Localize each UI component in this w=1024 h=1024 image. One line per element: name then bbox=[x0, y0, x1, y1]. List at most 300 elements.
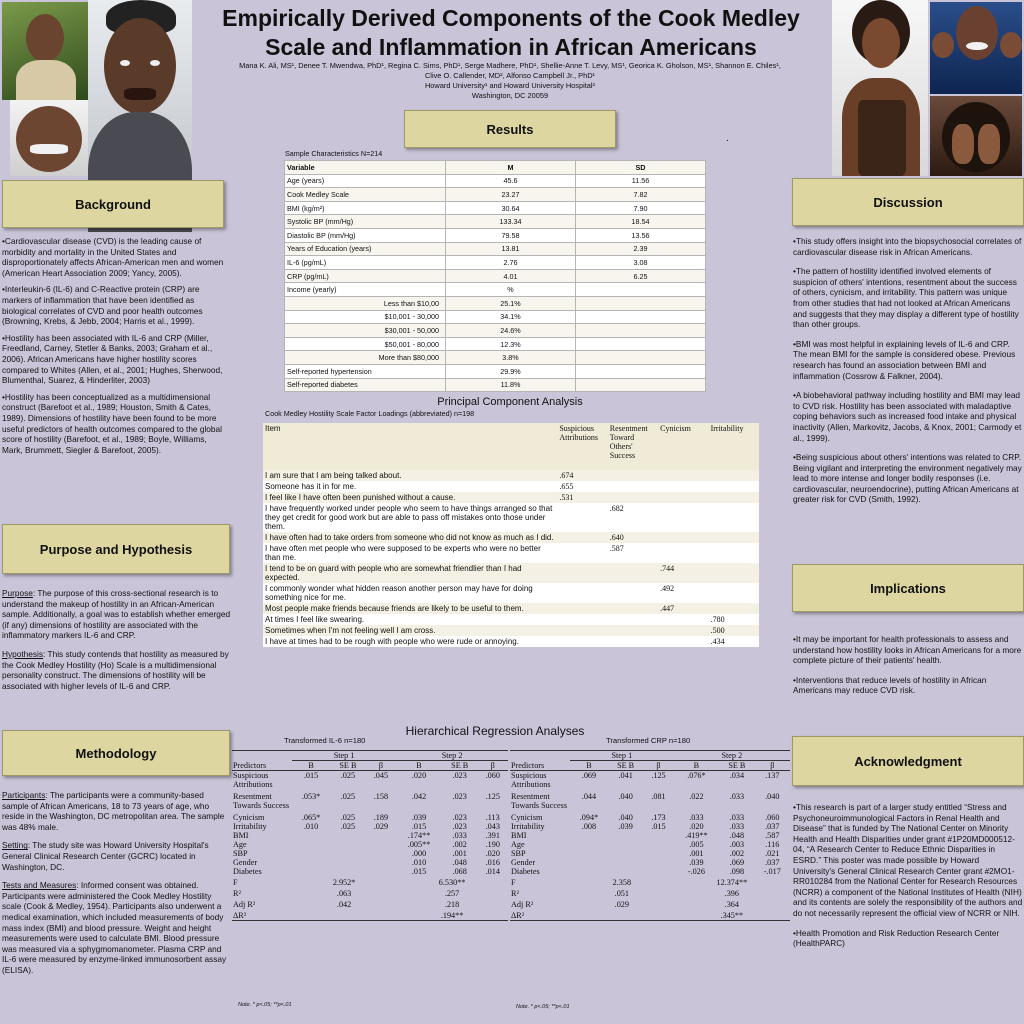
table-row bbox=[263, 543, 759, 563]
table-cell: .020 bbox=[485, 849, 500, 858]
predictor-label: Suspicious Attributions bbox=[511, 771, 551, 789]
table-cell: 7.82 bbox=[576, 188, 706, 202]
stat-row bbox=[510, 898, 790, 909]
table-row bbox=[263, 583, 759, 603]
purpose-label: Purpose bbox=[2, 588, 33, 598]
stat-row bbox=[232, 876, 508, 887]
row-label: $10,001 - 30,000 bbox=[285, 310, 446, 324]
il6-regression-table bbox=[232, 750, 508, 921]
stat-step-2: 12.374** bbox=[716, 878, 748, 887]
table-cell bbox=[576, 337, 706, 351]
table-cell: .053* bbox=[301, 792, 321, 801]
table-cell: .015 bbox=[411, 867, 427, 876]
table-cell bbox=[292, 831, 330, 840]
table-cell: .015 bbox=[651, 822, 666, 831]
table-cell: -.017 bbox=[763, 867, 781, 876]
table-header-row bbox=[232, 761, 508, 771]
authors-line-2: Clive O. Callender, MD², Alfonso Campbell Jr., PhD¹ bbox=[424, 71, 596, 80]
step-row bbox=[232, 751, 508, 761]
stat-step-1: .042 bbox=[336, 900, 352, 909]
table-cell: .023 bbox=[452, 771, 467, 780]
table-cell: .068 bbox=[452, 867, 467, 876]
table-cell bbox=[643, 849, 673, 858]
stray-dot: . bbox=[726, 133, 729, 144]
table-row bbox=[285, 310, 706, 324]
stat-step-2: .257 bbox=[444, 889, 460, 898]
table-row bbox=[285, 378, 706, 392]
step-1-label: Step 1 bbox=[570, 751, 674, 761]
table-cell bbox=[330, 858, 366, 867]
step-1-label: Step 1 bbox=[292, 751, 396, 761]
table-cell: 6.25 bbox=[576, 269, 706, 283]
table-cell bbox=[330, 840, 366, 849]
row-label: CRP (pg/mL) bbox=[285, 269, 446, 283]
table-cell: .033 bbox=[452, 831, 467, 840]
stat-step-1: 2.358 bbox=[612, 878, 632, 887]
methodology-header: Methodology bbox=[2, 730, 230, 776]
table-cell: .005 bbox=[689, 840, 704, 849]
implications-header: Implications bbox=[792, 564, 1024, 612]
woman-covering-face-photo bbox=[930, 96, 1022, 176]
table-header-row bbox=[510, 761, 790, 771]
table-cell bbox=[643, 858, 673, 867]
predictor-label: BMI bbox=[511, 831, 527, 840]
table-cell: 23.27 bbox=[446, 188, 576, 202]
table-cell: .076* bbox=[687, 771, 706, 780]
table-cell bbox=[570, 849, 608, 858]
predictor-label: Gender bbox=[233, 858, 258, 867]
row-label: Age (years) bbox=[285, 174, 446, 188]
table-cell: .023 bbox=[452, 792, 467, 801]
item-text: I commonly wonder what hidden reason another person may have for doing something nice for me. bbox=[263, 583, 557, 603]
table-row bbox=[232, 867, 508, 876]
table-row bbox=[232, 822, 508, 831]
column-header: Suspicious Attributions bbox=[557, 423, 607, 470]
table-cell bbox=[608, 849, 643, 858]
il6-caption: Transformed IL-6 n=180 bbox=[284, 736, 366, 745]
table-cell: .042 bbox=[411, 792, 427, 801]
background-header: Background bbox=[2, 180, 224, 228]
table-cell: .029 bbox=[373, 822, 389, 831]
table-cell: .391 bbox=[485, 831, 500, 840]
discussion-paragraph: •BMI was most helpful in explaining levels of IL-6 and CRP. The mean BMI for the sample is considered obese. Previous research has found an association between BMI and inflammation (Cossrow & Falkner, 2004). bbox=[793, 338, 1016, 381]
table-cell: .010 bbox=[411, 858, 427, 867]
stat-step-1 bbox=[570, 909, 674, 921]
table-cell: .039 bbox=[618, 822, 633, 831]
loading-value bbox=[709, 583, 759, 603]
loading-value bbox=[557, 614, 607, 625]
row-label: $30,001 - 50,000 bbox=[285, 324, 446, 338]
implications-paragraph: •Interventions that reduce levels of hostility in African Americans may reduce CVD risk. bbox=[793, 674, 987, 696]
predictor-label: Suspicious Attributions bbox=[233, 771, 273, 789]
table-cell: .001 bbox=[452, 849, 467, 858]
predictor-label: Resentment Towards Success bbox=[233, 792, 290, 810]
loading-value bbox=[608, 492, 658, 503]
grimacing-child-photo bbox=[10, 100, 88, 176]
item-text: I have at times had to be rough with people who were rude or annoying. bbox=[263, 636, 557, 647]
table-cell: 24.6% bbox=[446, 324, 576, 338]
discussion-paragraph: •The pattern of hostility identified involved elements of suspicion of others' intentions, resentment about the success of others, cynicism, and irritability. This pattern was unique from other studies that had not looked at African Americans and suggests that they may display a different type of hostility than other groups. bbox=[793, 266, 1019, 330]
table-cell bbox=[608, 858, 643, 867]
table-row bbox=[510, 822, 790, 831]
table-cell: .060 bbox=[485, 771, 500, 780]
table-cell: .033 bbox=[689, 813, 704, 822]
column-header: β bbox=[755, 761, 790, 771]
table-cell: .005** bbox=[407, 840, 431, 849]
table-row bbox=[285, 269, 706, 283]
stat-row bbox=[510, 887, 790, 898]
crp-caption: Transformed CRP n=180 bbox=[606, 736, 691, 745]
loading-value bbox=[608, 614, 658, 625]
table-row bbox=[285, 188, 706, 202]
table-cell: .015 bbox=[411, 822, 427, 831]
sample-caption: Sample Characteristics N=214 bbox=[285, 149, 383, 158]
column-header: Predictors bbox=[510, 761, 570, 771]
table-cell bbox=[576, 364, 706, 378]
table-cell bbox=[576, 351, 706, 365]
table-cell: .037 bbox=[765, 822, 780, 831]
loading-value bbox=[658, 543, 708, 563]
table-row bbox=[285, 201, 706, 215]
stat-row bbox=[232, 909, 508, 921]
table-cell bbox=[570, 867, 608, 876]
table-cell: .025 bbox=[340, 822, 356, 831]
table-cell: 2.39 bbox=[576, 242, 706, 256]
table-row bbox=[510, 831, 790, 840]
stat-label: ΔR² bbox=[510, 909, 570, 921]
loading-value bbox=[608, 636, 658, 647]
table-row bbox=[263, 563, 759, 583]
predictor-label: Cynicism bbox=[233, 813, 265, 822]
sample-characteristics-table bbox=[284, 160, 706, 392]
table-cell: .069 bbox=[729, 858, 745, 867]
acknowledgment-paragraph: •This research is part of a larger study entitled “Stress and Psychoneuroimmunological Factors in Renal Health and Disease” that is funded by The National Center on Minority Health and Health Disparities under grant #1P20MD000512-04, “A Research Center to Reduce Ethnic Disparities in ESRD.” This poster was made possible by Howard University's General Clinical Research Center grant #2MO1-RR010284 from the National Center for Research Resources (NCRR) a component of the National Institutes of Health (NIH) and its contents are solely the responsibility of the authors and do not necessarily represent the official view of NCRR or NIH. bbox=[793, 802, 1023, 918]
column-header: Cynicism bbox=[658, 423, 708, 470]
stat-step-1: .029 bbox=[614, 900, 629, 909]
woman-photo bbox=[2, 2, 88, 100]
row-label: $50,001 - 80,000 bbox=[285, 337, 446, 351]
loading-value bbox=[709, 532, 759, 543]
item-text: I am sure that I am being talked about. bbox=[263, 470, 557, 481]
table-cell: .023 bbox=[452, 822, 467, 831]
loading-value: .674 bbox=[557, 470, 607, 481]
predictor-label: BMI bbox=[233, 831, 249, 840]
predictor-label: Irritability bbox=[511, 822, 545, 831]
factor-loadings-table bbox=[263, 423, 759, 647]
background-paragraph: •Cardiovascular disease (CVD) is the leading cause of morbidity and mortality in the United States and disproportionately affects African-American men and women (American Heart Association 2009; Yancy, 2005). bbox=[2, 236, 224, 278]
item-text: I have frequently worked under people who seem to have things arranged so that they get credit for good work but are able to pass off mistakes onto those under them. bbox=[263, 503, 557, 532]
table-row bbox=[263, 503, 759, 532]
loading-value bbox=[658, 532, 708, 543]
loading-value bbox=[709, 492, 759, 503]
table-cell: .043 bbox=[485, 822, 500, 831]
column-header: β bbox=[477, 761, 508, 771]
column-header: Item bbox=[263, 423, 557, 470]
table-cell: 12.3% bbox=[446, 337, 576, 351]
table-row bbox=[285, 228, 706, 242]
table-header-row bbox=[285, 161, 706, 175]
table-cell bbox=[570, 858, 608, 867]
stat-step-1: .063 bbox=[336, 889, 352, 898]
stat-step-2: .396 bbox=[724, 889, 739, 898]
table-cell: .023 bbox=[452, 813, 467, 822]
loading-value: .434 bbox=[709, 636, 759, 647]
loading-value bbox=[608, 603, 658, 614]
loading-value bbox=[608, 470, 658, 481]
loading-value bbox=[658, 503, 708, 532]
methodology-text bbox=[2, 790, 228, 982]
table-cell: .040 bbox=[618, 792, 633, 801]
table-cell: .173 bbox=[651, 813, 666, 822]
results-header: Results bbox=[404, 110, 616, 148]
loading-value bbox=[557, 603, 607, 614]
table-cell bbox=[570, 831, 608, 840]
table-row bbox=[510, 792, 790, 813]
table-cell bbox=[366, 858, 396, 867]
loading-value bbox=[709, 503, 759, 532]
setting-label: Setting bbox=[2, 840, 28, 851]
hypothesis-body: : This study contends that hostility as measured by the Cook Medley Hostility (Ho) Scale is a multidimensional personality construct. The dimensions of hostility will be associated with higher levels of IL-6 and CRP. bbox=[2, 648, 229, 691]
table-row bbox=[285, 174, 706, 188]
spacer-cell bbox=[232, 751, 292, 761]
crp-regression-table bbox=[510, 750, 790, 921]
stat-step-2: .345** bbox=[674, 909, 790, 921]
table-cell: 18.54 bbox=[576, 215, 706, 229]
discussion-paragraph: •A biobehavioral pathway including hostility and BMI may lead to CVD risk. Hostility has been associated with maladaptive coping behaviors such as increased food intake and physical inactivity (Allen, Markovitz, Jacobs, & Knox, 2001; Carmody et al., 1999). bbox=[793, 390, 1022, 443]
column-header: Variable bbox=[285, 161, 446, 175]
table-cell: .033 bbox=[729, 822, 745, 831]
table-row bbox=[263, 614, 759, 625]
table-row bbox=[232, 792, 508, 813]
table-cell: .039 bbox=[689, 858, 704, 867]
tests-body: : Informed consent was obtained. Participants were administered the Cook Medley Hostility scale (Cook & Medley, 1954). Participants also underwent a medical examination, which included measurements of body mass index (BMI) and blood pressure. Weight and height measurements were used to calculate BMI. Blood pressure was measured via a sphygmomanometer. Plasma CRP and IL-6 were measured by enzyme-linked immunosorbent assay (ELISA). bbox=[2, 880, 227, 975]
stat-label: F bbox=[233, 878, 238, 887]
purpose-paragraph bbox=[2, 588, 232, 641]
poster-title: Empirically Derived Components of the Cook Medley Scale and Inflammation in African Americans bbox=[222, 5, 800, 60]
hypothesis-label: Hypothesis bbox=[2, 648, 44, 659]
loading-value: .744 bbox=[658, 563, 708, 583]
table-row bbox=[232, 858, 508, 867]
table-cell: .125 bbox=[651, 771, 666, 780]
table-cell: .587 bbox=[765, 831, 780, 840]
il6-note: Note. * p<.05; **p<.01 bbox=[238, 1002, 292, 1008]
participants-paragraph bbox=[2, 790, 228, 832]
row-label: Systolic BP (mm/Hg) bbox=[285, 215, 446, 229]
table-cell: 79.58 bbox=[446, 228, 576, 242]
stat-label: ΔR² bbox=[232, 909, 292, 921]
table-cell: .094* bbox=[579, 813, 599, 822]
table-cell: .020 bbox=[689, 822, 704, 831]
table-cell: 13.81 bbox=[446, 242, 576, 256]
discussion-paragraph: •This study offers insight into the biopsychosocial correlates of cardiovascular disease risk in African Americans. bbox=[793, 236, 1022, 257]
predictor-label: Diabetes bbox=[233, 867, 262, 876]
row-label: Years of Education (years) bbox=[285, 242, 446, 256]
acknowledgment-header: Acknowledgment bbox=[792, 736, 1024, 786]
loading-value bbox=[557, 625, 607, 636]
table-cell: .014 bbox=[485, 867, 500, 876]
item-text: Most people make friends because friends are likely to be useful to them. bbox=[263, 603, 557, 614]
item-text: Someone has it in for me. bbox=[263, 481, 557, 492]
setting-body: : The study site was Howard University Hospital's General Clinical Research Center (GCRC) located in Washington, DC. bbox=[2, 840, 209, 872]
loading-value bbox=[709, 543, 759, 563]
loading-value bbox=[709, 481, 759, 492]
loading-value bbox=[709, 603, 759, 614]
table-row bbox=[263, 625, 759, 636]
loading-value: .640 bbox=[608, 532, 658, 543]
predictor-label: Age bbox=[233, 840, 247, 849]
item-text: I have often met people who were supposed to be experts who were no better than me. bbox=[263, 543, 557, 563]
column-header: SE B bbox=[330, 761, 366, 771]
woman-standing-photo bbox=[832, 0, 928, 176]
table-cell: 133.34 bbox=[446, 215, 576, 229]
table-cell: .081 bbox=[651, 792, 666, 801]
loading-value bbox=[658, 625, 708, 636]
table-row bbox=[232, 840, 508, 849]
column-header: SE B bbox=[719, 761, 754, 771]
row-label: BMI (kg/m²) bbox=[285, 201, 446, 215]
item-text: I have often had to take orders from someone who did not know as much as I did. bbox=[263, 532, 557, 543]
table-cell: .003 bbox=[729, 840, 745, 849]
background-paragraph: •Interleukin-6 (IL-6) and C-Reactive protein (CRP) are markers of inflammation that have been identified as biological correlates of CVD and poor health outcomes (Browning, Krebs, & Jebb, 2004; Harris et al., 1999). bbox=[2, 284, 203, 327]
table-cell: % bbox=[446, 283, 576, 297]
tests-paragraph bbox=[2, 880, 228, 975]
column-header: B bbox=[570, 761, 608, 771]
row-label: Self-reported hypertension bbox=[285, 364, 446, 378]
table-cell: .158 bbox=[373, 792, 389, 801]
loading-value: .531 bbox=[557, 492, 607, 503]
affiliation: Howard University¹ and Howard University Hospital² bbox=[424, 81, 596, 90]
table-cell: .137 bbox=[765, 771, 780, 780]
table-row bbox=[263, 492, 759, 503]
item-text: Sometimes when I'm not feeling well I am cross. bbox=[263, 625, 557, 636]
stat-step-1: .051 bbox=[614, 889, 629, 898]
table-cell: 34.1% bbox=[446, 310, 576, 324]
row-label: Self-reported diabetes bbox=[285, 378, 446, 392]
table-cell bbox=[576, 283, 706, 297]
loading-value bbox=[658, 481, 708, 492]
table-cell: .041 bbox=[618, 771, 633, 780]
table-row bbox=[510, 858, 790, 867]
row-label: Cook Medley Scale bbox=[285, 188, 446, 202]
table-row bbox=[285, 351, 706, 365]
table-cell: .113 bbox=[485, 813, 500, 822]
step-2-label: Step 2 bbox=[396, 751, 508, 761]
predictor-label: Age bbox=[511, 840, 525, 849]
column-header: β bbox=[366, 761, 396, 771]
table-cell: .008 bbox=[581, 822, 597, 831]
table-row bbox=[263, 481, 759, 492]
table-cell: .010 bbox=[303, 822, 319, 831]
stat-step-2: .364 bbox=[724, 900, 739, 909]
table-row bbox=[285, 283, 706, 297]
crp-note: Note. * p<.05; **p<.01 bbox=[516, 1004, 570, 1010]
table-cell: 2.76 bbox=[446, 256, 576, 270]
stat-step-1: 2.952* bbox=[332, 878, 356, 887]
column-header: SE B bbox=[608, 761, 643, 771]
hra-title: Hierarchical Regression Analyses bbox=[405, 724, 585, 738]
table-row bbox=[285, 242, 706, 256]
column-header: B bbox=[674, 761, 720, 771]
column-header: B bbox=[396, 761, 442, 771]
table-row bbox=[285, 324, 706, 338]
table-cell: .015 bbox=[303, 771, 319, 780]
table-row bbox=[232, 831, 508, 840]
column-header: β bbox=[643, 761, 673, 771]
row-label: Less than $10,00 bbox=[285, 296, 446, 310]
table-row bbox=[232, 849, 508, 858]
table-row bbox=[263, 603, 759, 614]
table-row bbox=[285, 296, 706, 310]
table-cell bbox=[292, 858, 330, 867]
table-cell bbox=[643, 867, 673, 876]
spacer-cell bbox=[510, 751, 570, 761]
acknowledgment-text bbox=[793, 802, 1023, 955]
table-cell: .034 bbox=[729, 771, 745, 780]
loading-value bbox=[658, 492, 708, 503]
table-cell: .125 bbox=[485, 792, 500, 801]
loading-value: .500 bbox=[709, 625, 759, 636]
location: Washington, DC 20059 bbox=[471, 91, 549, 100]
table-cell: .069 bbox=[581, 771, 597, 780]
table-cell: -.026 bbox=[687, 867, 705, 876]
loading-value bbox=[557, 532, 607, 543]
table-cell bbox=[608, 867, 643, 876]
loading-value bbox=[557, 503, 607, 532]
pca-title: Principal Component Analysis bbox=[437, 396, 583, 408]
predictor-label: Irritability bbox=[233, 822, 267, 831]
table-cell: .040 bbox=[765, 792, 780, 801]
column-header: Resentment Toward Others' Success bbox=[608, 423, 658, 470]
table-cell: 4.01 bbox=[446, 269, 576, 283]
predictor-label: SBP bbox=[511, 849, 526, 858]
table-header-row bbox=[263, 423, 759, 470]
table-cell bbox=[576, 310, 706, 324]
table-cell: 29.9% bbox=[446, 364, 576, 378]
table-cell: .025 bbox=[340, 813, 356, 822]
loading-value bbox=[658, 470, 708, 481]
acknowledgment-paragraph: •Health Promotion and Risk Reduction Research Center (HealthPARC) bbox=[793, 927, 1000, 949]
table-row bbox=[232, 771, 508, 793]
table-cell: .048 bbox=[729, 831, 745, 840]
table-cell: .189 bbox=[373, 813, 389, 822]
stat-step-2: .194** bbox=[396, 909, 508, 921]
table-cell bbox=[576, 378, 706, 392]
table-cell: 3.8% bbox=[446, 351, 576, 365]
table-cell: 25.1% bbox=[446, 296, 576, 310]
predictor-label: Resentment Towards Success bbox=[511, 792, 568, 810]
table-cell: .060 bbox=[765, 813, 780, 822]
table-row bbox=[285, 364, 706, 378]
table-cell: 7.90 bbox=[576, 201, 706, 215]
stat-label: R² bbox=[233, 889, 241, 898]
table-cell: .022 bbox=[689, 792, 704, 801]
table-cell: .045 bbox=[373, 771, 389, 780]
discussion-paragraph: •Being suspicious about others' intentions was related to CRP. Being vigilant and interpreting the environment negatively may lead to more intense and longer bodily responses (i.e. cardiovascular, neuroendocrine), putting African Americans at greater risk for CVD (Smith, 1992). bbox=[793, 452, 1022, 505]
table-cell: .033 bbox=[729, 792, 745, 801]
loading-value bbox=[557, 543, 607, 563]
row-label: IL-6 (pg/mL) bbox=[285, 256, 446, 270]
table-cell: .000 bbox=[411, 849, 427, 858]
implications-text bbox=[793, 634, 1023, 702]
step-row bbox=[510, 751, 790, 761]
table-row bbox=[510, 771, 790, 793]
participants-body: : The participants were a community-based sample of African Americans, 18 to 73 years of age, who reside in the Washington, DC metropolitan area. The sample was 48% male. bbox=[2, 790, 225, 832]
table-cell: .048 bbox=[452, 858, 467, 867]
loading-value bbox=[608, 563, 658, 583]
item-text: I tend to be on guard with people who are somewhat friendlier than I had expected. bbox=[263, 563, 557, 583]
table-row bbox=[232, 813, 508, 822]
background-text bbox=[2, 236, 228, 461]
